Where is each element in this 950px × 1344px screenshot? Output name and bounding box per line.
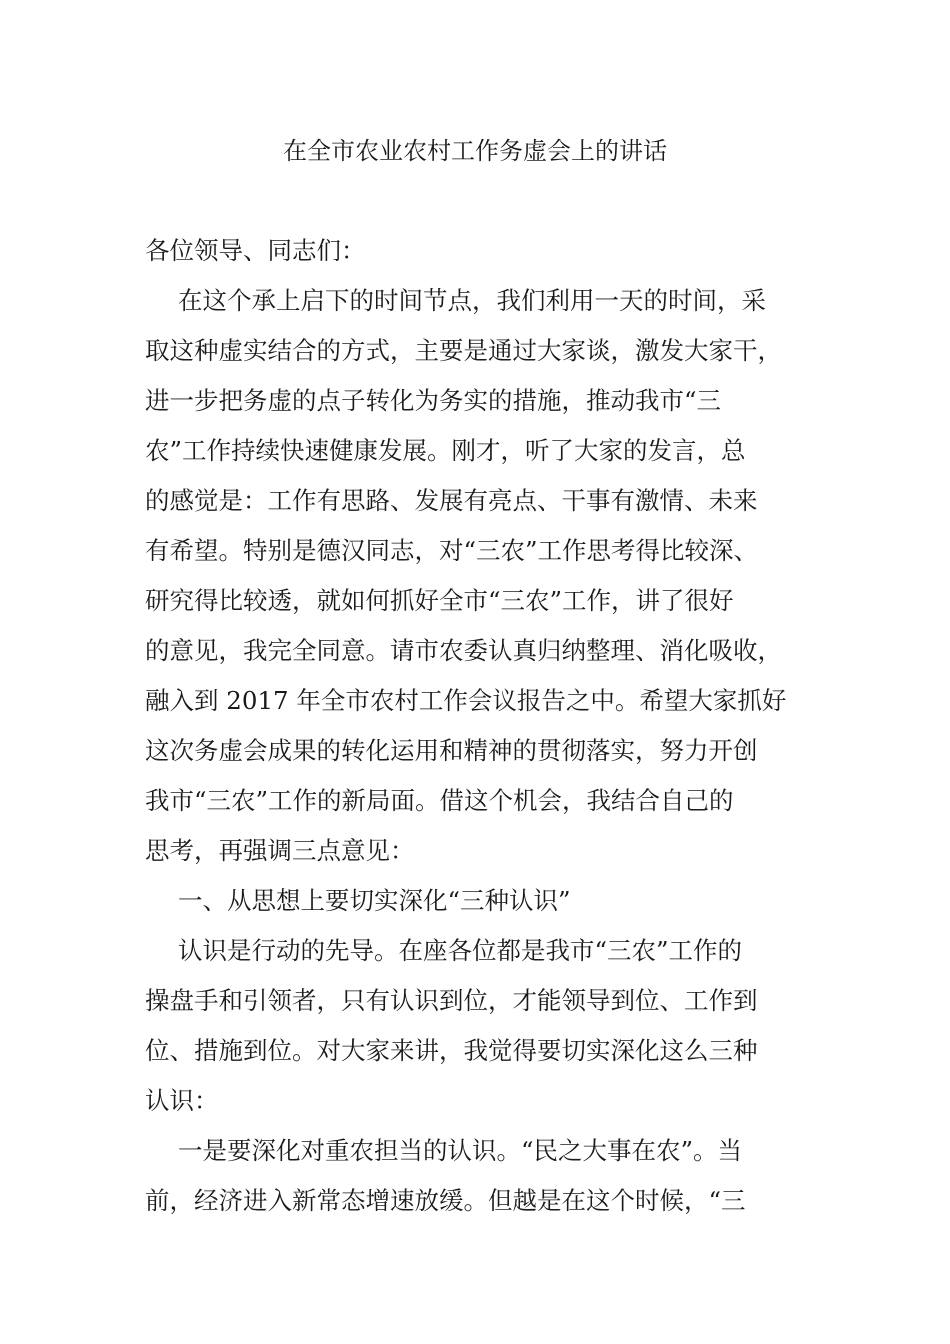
paragraph-line: 我市“三农”工作的新局面。借这个机会，我结合自己的 [145, 786, 734, 815]
paragraph-line: 位、措施到位。对大家来讲，我觉得要切实深化这么三种 [145, 1036, 758, 1065]
paragraph-line: 有希望。特别是德汉同志，对“三农”工作思考得比较深、 [145, 536, 759, 565]
salutation-line: 各位领导、同志们： [145, 236, 366, 265]
paragraph-line: 操盘手和引领者，只有认识到位，才能领导到位、工作到 [145, 986, 758, 1015]
paragraph-line: 农”工作持续快速健康发展。刚才，听了大家的发言，总 [145, 436, 746, 465]
paragraph-line: 在这个承上启下的时间节点，我们利用一天的时间，采 [178, 286, 766, 315]
paragraph-line: 的感觉是：工作有思路、发展有亮点、干事有激情、未来 [145, 486, 758, 515]
paragraph-line: 认识： [145, 1086, 219, 1115]
paragraph-line: 认识是行动的先导。在座各位都是我市“三农”工作的 [178, 936, 743, 965]
paragraph-line: 的意见，我完全同意。请市农委认真归纳整理、消化吸收， [145, 636, 782, 665]
paragraph-line: 思考，再强调三点意见： [145, 836, 415, 865]
paragraph-line: 研究得比较透，就如何抓好全市“三农”工作，讲了很好 [145, 586, 734, 615]
paragraph-line: 融入到 2017 年全市农村工作会议报告之中。希望大家抓好 [145, 686, 787, 715]
paragraph-line: 这次务虚会成果的转化运用和精神的贯彻落实，努力开创 [145, 736, 758, 765]
paragraph-line: 一是要深化对重农担当的认识。“民之大事在农”。当 [178, 1136, 743, 1165]
paragraph-line: 进一步把务虚的点子转化为务实的措施，推动我市“三 [145, 386, 722, 415]
document-body [145, 226, 805, 1226]
section-heading: 一、从思想上要切实深化“三种认识” [178, 886, 571, 915]
paragraph-line: 取这种虚实结合的方式，主要是通过大家谈，激发大家干， [145, 336, 782, 365]
document-title: 在全市农业农村工作务虚会上的讲话 [283, 137, 667, 165]
paragraph-line: 前，经济进入新常态增速放缓。但越是在这个时候，“三 [145, 1186, 746, 1215]
